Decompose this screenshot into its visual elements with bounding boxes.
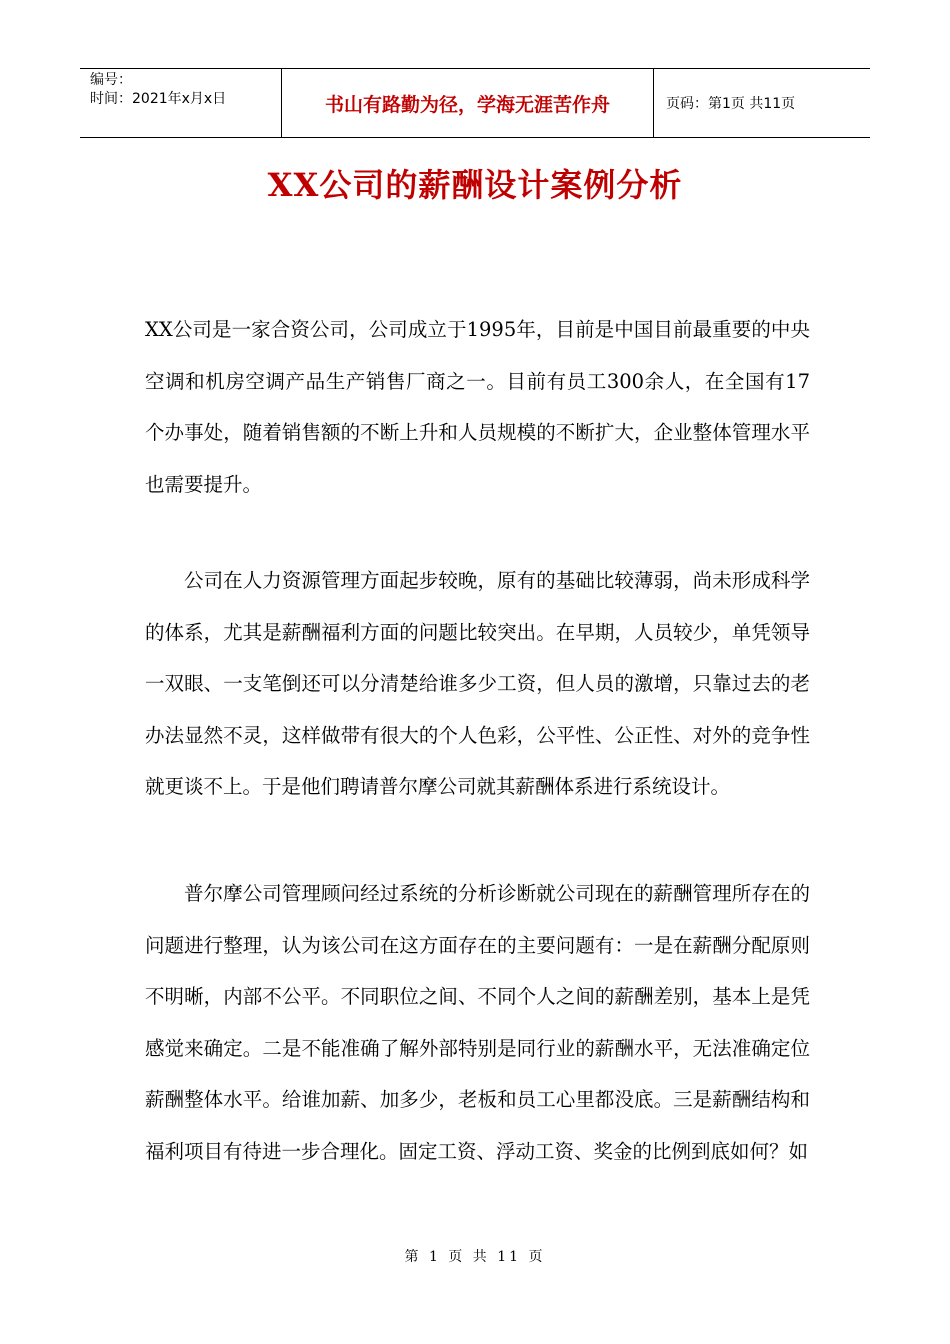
number-label: 编号： [90,72,132,88]
paragraph-text: 公司在人力资源管理方面起步较晚，原有的基础比较薄弱，尚未形成科学的体系，尤其是薪酬福利方面的问题比较突出。在早期，人员较少，单凭领导一双眼、一支笔倒还可以分清楚给谁多少工资，但人员的激增，只靠过去的老办法显然不灵，这样做带有很大的个人色彩，公平性、公正性、对外的竞争性就更谈不上。于是他们聘请普尔摩公司就其薪酬体系进行系统设计。 [145,569,810,798]
header-meta-cell [80,69,282,137]
header-motto: 书山有路勤为径，学海无涯苦作舟 [282,69,654,137]
paragraph-3 [145,868,810,1177]
paragraph-text: XX公司是一家合资公司，公司成立于1995年，目前是中国目前最重要的中央空调和机房空调产品生产销售厂商之一。目前有员工300余人，在全国有17个办事处，随着销售额的不断上升和人员规模的不断扩大，企业整体管理水平也需要提升。 [145,318,810,496]
paragraph-1 [145,304,810,510]
document-title: XX公司的薪酬设计案例分析 [267,166,683,204]
time-label: 时间：2021年x月x日 [90,91,227,107]
header-page-code: 页码：第1页 共11页 [666,96,796,112]
paragraph-2 [145,555,810,813]
page-footer: 第 1 页 共 11 页 [404,1249,546,1265]
paragraph-text: 普尔摩公司管理顾问经过系统的分析诊断就公司现在的薪酬管理所存在的问题进行整理，认为该公司在这方面存在的主要问题有：一是在薪酬分配原则不明晰，内部不公平。不同职位之间、不同个人之间的薪酬差别，基本上是凭感觉来确定。二是不能准确了解外部特别是同行业的薪酬水平，无法准确定位薪酬整体水平。给谁加薪、加多少，老板和员工心里都没底。三是薪酬结构和福利项目有待进一步合理化。固定工资、浮动工资、奖金的比例到底如何？如 [145,882,810,1163]
document-header [80,68,870,138]
